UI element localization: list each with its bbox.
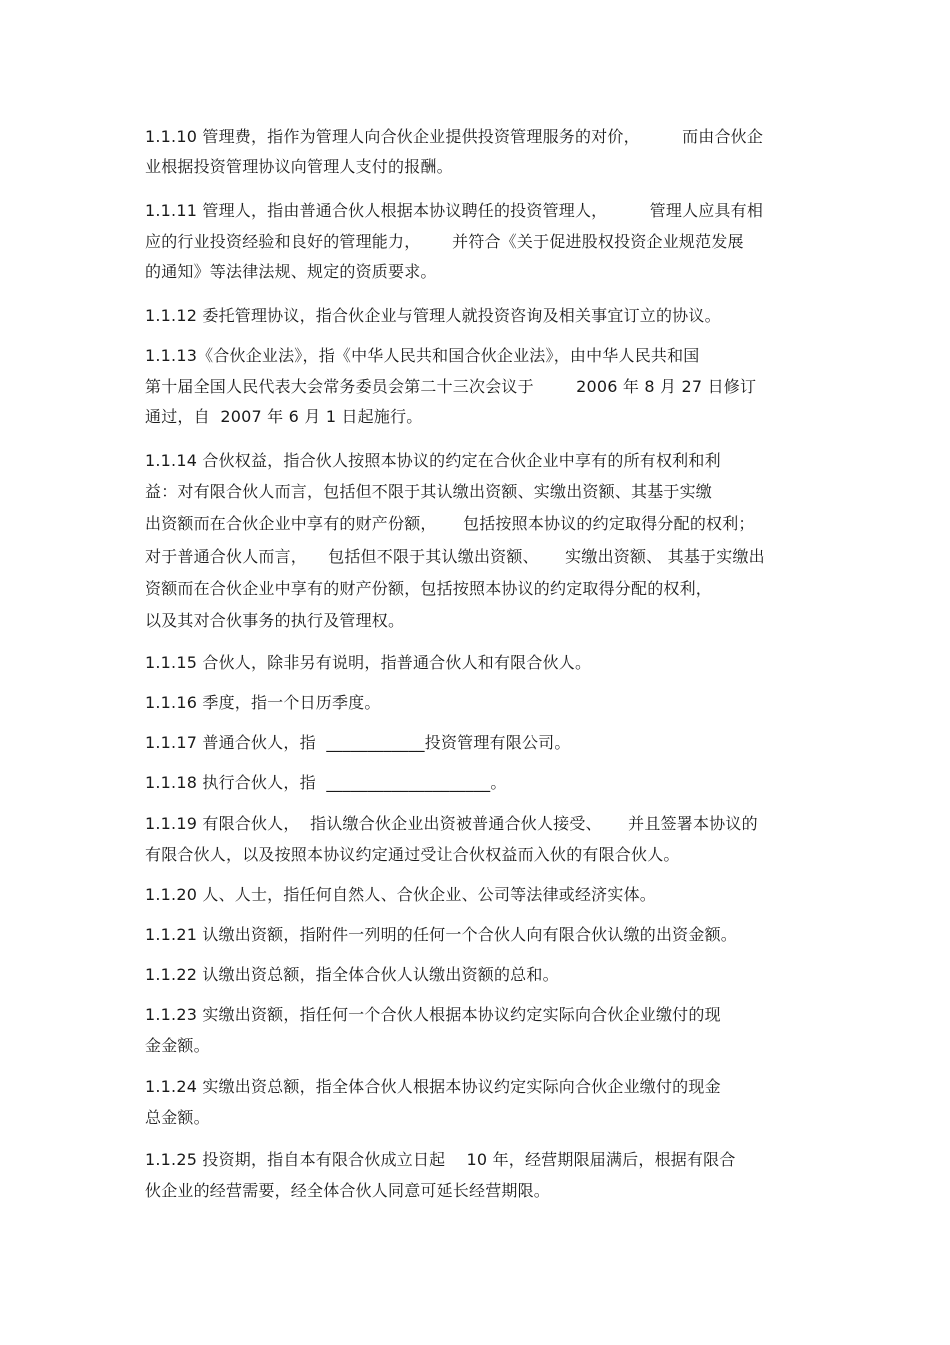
clause-1-1-25-line-1: 1.1.25 投资期，指自本有限合伙成立日起 10 年，经营期限届满后，根据有限合 xyxy=(145,1150,736,1169)
clause-1-1-11-line-2: 应的行业投资经验和良好的管理能力， 并符合《关于促进股权投资企业规范发展 xyxy=(145,232,744,251)
clause-1-1-24-line-2: 总金额。 xyxy=(145,1108,210,1127)
clause-1-1-19-line-2: 有限合伙人，以及按照本协议约定通过受让合伙权益而入伙的有限合伙人。 xyxy=(145,845,680,864)
clause-1-1-11-line-1: 1.1.11 管理人，指由普通合伙人根据本协议聘任的投资管理人， 管理人应具有相 xyxy=(145,201,764,220)
clause-1-1-20-line-1: 1.1.20 人、人士，指任何自然人、合伙企业、公司等法律或经济实体。 xyxy=(145,885,656,904)
clause-1-1-19-line-1: 1.1.19 有限合伙人， 指认缴合伙企业出资被普通合伙人接受、 并且签署本协议的 xyxy=(145,814,758,833)
clause-1-1-13-line-2: 第十届全国人民代表大会常务委员会第二十三次会议于 2006 年 8 月 27 日修订 xyxy=(145,377,757,396)
clause-1-1-24-line-1: 1.1.24 实缴出资总额，指全体合伙人根据本协议约定实际向合伙企业缴付的现金 xyxy=(145,1077,721,1096)
clause-1-1-11-line-3: 的通知》等法律法规、规定的资质要求。 xyxy=(145,262,437,281)
clause-1-1-14-line-5: 资额而在合伙企业中享有的财产份额，包括按照本协议的约定取得分配的权利， xyxy=(145,579,713,598)
clause-1-1-25-line-2: 伙企业的经营需要，经全体合伙人同意可延长经营期限。 xyxy=(145,1181,551,1200)
clause-1-1-14-line-3: 出资额而在合伙企业中享有的财产份额， 包括按照本协议的约定取得分配的权利； xyxy=(145,514,755,533)
clause-1-1-21-line-1: 1.1.21 认缴出资额，指附件一列明的任何一个合伙人向有限合伙认缴的出资金额。 xyxy=(145,925,737,944)
clause-1-1-14-line-6: 以及其对合伙事务的执行及管理权。 xyxy=(145,611,405,630)
clause-1-1-23-line-2: 金金额。 xyxy=(145,1036,210,1055)
clause-1-1-23-line-1: 1.1.23 实缴出资额，指任何一个合伙人根据本协议约定实际向合伙企业缴付的现 xyxy=(145,1005,721,1024)
clause-1-1-12-line-1: 1.1.12 委托管理协议，指合伙企业与管理人就投资咨询及相关事宜订立的协议。 xyxy=(145,306,721,325)
clause-1-1-17-line-1: 1.1.17 普通合伙人，指 ____________投资管理有限公司。 xyxy=(145,733,571,752)
clause-1-1-14-line-2: 益：对有限合伙人而言，包括但不限于其认缴出资额、实缴出资额、其基于实缴 xyxy=(145,482,713,501)
clause-1-1-22-line-1: 1.1.22 认缴出资总额，指全体合伙人认缴出资额的总和。 xyxy=(145,965,559,984)
clause-1-1-13-line-3: 通过，自 2007 年 6 月 1 日起施行。 xyxy=(145,407,423,426)
clause-1-1-14-line-4: 对于普通合伙人而言， 包括但不限于其认缴出资额、 实缴出资额、 其基于实缴出 xyxy=(145,547,765,566)
clause-1-1-10-line-1: 1.1.10 管理费，指作为管理人向合伙企业提供投资管理服务的对价， 而由合伙企 xyxy=(145,127,764,146)
clause-1-1-18-line-1: 1.1.18 执行合伙人，指 ____________________。 xyxy=(145,773,507,792)
clause-1-1-10-line-2: 业根据投资管理协议向管理人支付的报酬。 xyxy=(145,157,453,176)
clause-1-1-13-line-1: 1.1.13《合伙企业法》，指《中华人民共和国合伙企业法》，由中华人民共和国 xyxy=(145,346,700,365)
clause-1-1-14-line-1: 1.1.14 合伙权益，指合伙人按照本协议的约定在合伙企业中享有的所有权利和利 xyxy=(145,451,721,470)
clause-1-1-15-line-1: 1.1.15 合伙人，除非另有说明，指普通合伙人和有限合伙人。 xyxy=(145,653,592,672)
clause-1-1-16-line-1: 1.1.16 季度，指一个日历季度。 xyxy=(145,693,381,712)
